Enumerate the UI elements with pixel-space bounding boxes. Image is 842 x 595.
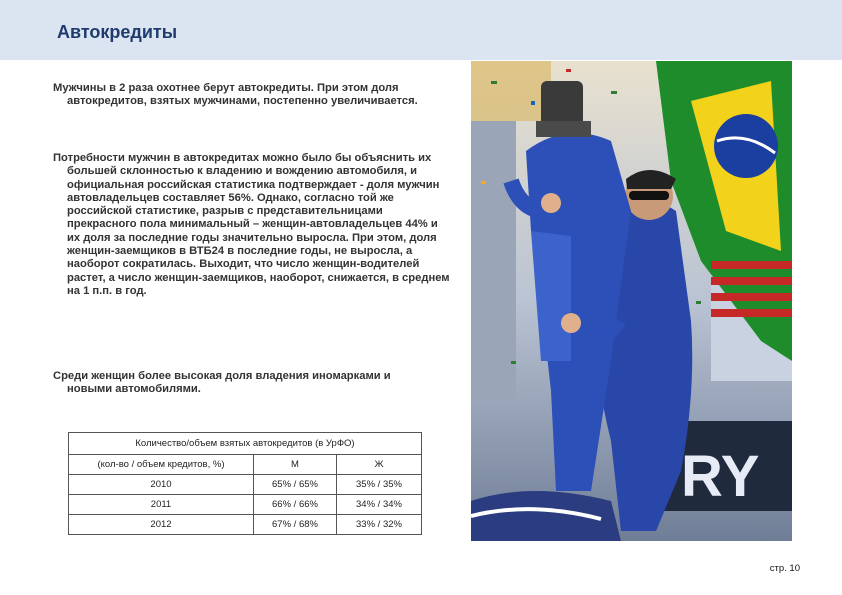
paragraph-needs: Потребности мужчин в автокредитах можно было бы объяснить их большей склонностью к владению и вождению автомобиля, и официальная российская статистика подтверждает - доля мужчин автовладельцев составляет 56%. Однако, согласно той же российской статистике, разрыв с представительницами прекрасного пола минимальный – женщин-автовладельцев 44% и их доля за последние годы значительно выросла. При этом, доля женщин-заемщиков в ВТБ24 в последние годы, не выросла, а наоборот сократилась. Выходит, что число женщин-водителей растет, а число женщин-заемщиков, наоборот, снижается, в среднем на 1 п.п. в год.: [53, 152, 450, 297]
page-number: стр. 10: [769, 563, 800, 574]
table-cell-male: 65% / 65%: [254, 475, 337, 495]
table-row: [69, 495, 422, 515]
paragraph-women: Среди женщин более высокая доля владения иномарками и новыми автомобилями.: [53, 370, 391, 396]
table-caption-row: [69, 433, 422, 455]
table-cell-year: 2012: [69, 515, 254, 535]
table-cell-female: 34% / 34%: [337, 495, 422, 515]
banner-text: RY: [681, 444, 760, 509]
celebration-photo: [471, 61, 792, 541]
paragraph-intro: Мужчины в 2 раза охотнее берут автокредиты. При этом доля автокредитов, взятых мужчинами, постепенно увеличивается.: [53, 82, 418, 108]
loans-table: [68, 432, 422, 535]
celebration-photo-illustration: [471, 61, 792, 541]
page-title: Автокредиты: [57, 22, 178, 42]
table-cell-male: 66% / 66%: [254, 495, 337, 515]
table-cell-year: 2011: [69, 495, 254, 515]
table-cell-female: 35% / 35%: [337, 475, 422, 495]
table-cell-year: 2010: [69, 475, 254, 495]
table-row: [69, 515, 422, 535]
table-cell-male: 67% / 68%: [254, 515, 337, 535]
table-row: [69, 475, 422, 495]
table-header-male: М: [254, 455, 337, 475]
table-header-female: Ж: [337, 455, 422, 475]
table-caption: Количество/объем взятых автокредитов (в УрФО): [69, 433, 422, 455]
table-header-row: [69, 455, 422, 475]
table-cell-female: 33% / 32%: [337, 515, 422, 535]
table-header-units: (кол-во / объем кредитов, %): [69, 455, 254, 475]
